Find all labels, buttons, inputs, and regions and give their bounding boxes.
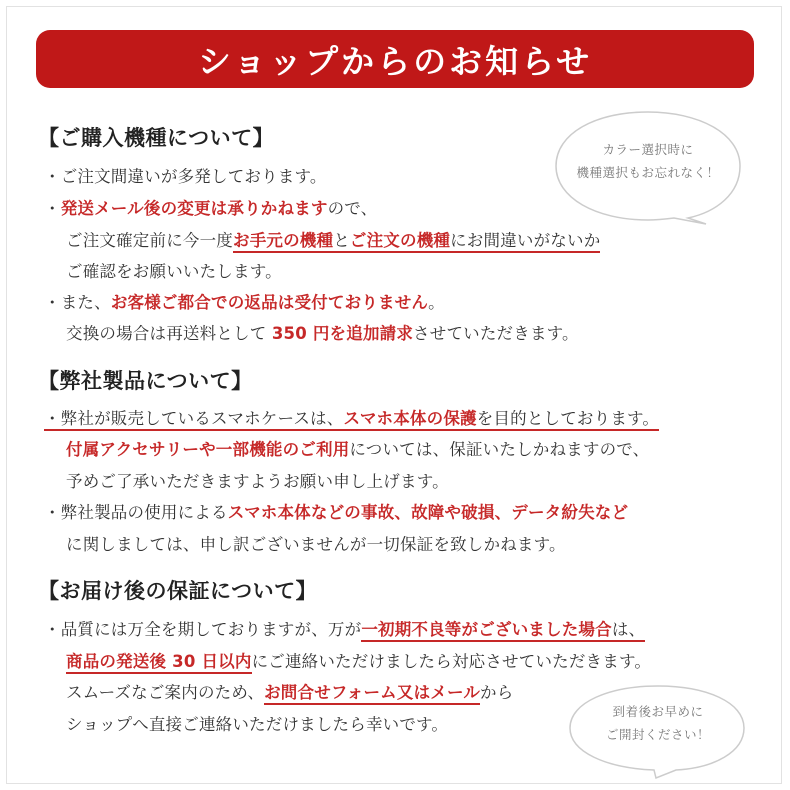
- underlined-text: を目的としております。: [477, 409, 659, 431]
- text: ご注文確定前に今一度: [66, 231, 233, 250]
- highlight-text: 商品の発送後 30 日以内: [66, 652, 252, 674]
- highlight-text: 発送メール後の変更は承りかねます: [60, 199, 328, 218]
- bullet: ・: [44, 199, 61, 218]
- section1-line4: [66, 258, 282, 282]
- text: 。: [428, 293, 445, 312]
- highlight-text: スマホ本体の保護: [343, 409, 476, 431]
- underlined-text: は、: [612, 620, 645, 642]
- section-heading-after-delivery-warranty: 【お届け後の保証について】: [38, 579, 318, 603]
- banner-title: ショップからのお知らせ: [197, 41, 593, 81]
- section2-line2: [66, 436, 649, 460]
- notice-banner: [36, 30, 754, 88]
- bubble-bottom-line1: 到着後お早めに: [612, 704, 704, 719]
- text: に関しましては、申し訳ございませんが一切保証を致しかねます。: [66, 535, 566, 554]
- section2-line1: [44, 405, 659, 429]
- underlined-text: と: [333, 231, 350, 253]
- text: させていただきます。: [413, 324, 579, 343]
- section-heading-purchase-model: 【ご購入機種について】: [38, 126, 275, 150]
- section2-line3: [66, 468, 449, 492]
- highlight-text: お客様ご都合での返品は受付ておりません: [110, 293, 429, 312]
- text: ・また、: [44, 293, 111, 312]
- speech-bubble-top: [548, 108, 748, 228]
- section2-line4: [44, 499, 628, 523]
- text: ショップへ直接ご連絡いただけましたら幸いです。: [66, 715, 449, 734]
- section1-line5: [44, 289, 445, 313]
- underlined-text: にお間違いがないか: [450, 231, 600, 253]
- text: 交換の場合は再送料として: [66, 324, 272, 343]
- highlight-text: ご注文の機種: [350, 231, 450, 253]
- bubble-bottom-line2: ご開封ください！: [605, 727, 710, 742]
- text: ので、: [327, 199, 378, 218]
- underlined-text: ・弊社が販売しているスマホケースは、: [44, 409, 343, 431]
- text: ご確認をお願いいたします。: [66, 262, 282, 281]
- highlight-text: 350 円を追加請求: [271, 324, 414, 343]
- section1-line1: [44, 163, 327, 187]
- section3-line1: [44, 616, 645, 640]
- text: から: [480, 683, 514, 702]
- bubble-top-line2: 機種選択もお忘れなく！: [576, 165, 720, 180]
- bubble-top-line1: カラー選択時に: [602, 142, 694, 157]
- text: スムーズなご案内のため、: [66, 683, 265, 702]
- section2-line5: [66, 531, 566, 555]
- text: ・ご注文間違いが多発しております。: [44, 167, 327, 186]
- text: 予めご了承いただきますようお願い申し上げます。: [66, 472, 449, 491]
- section-heading-our-products: 【弊社製品について】: [38, 369, 253, 393]
- section1-line6: [66, 320, 579, 344]
- highlight-text: お問合せフォーム又はメール: [264, 683, 480, 705]
- text: ・弊社製品の使用による: [44, 503, 228, 522]
- speech-bubble-bottom: [558, 682, 758, 782]
- section3-line3: [66, 679, 513, 703]
- section3-line4: [66, 711, 448, 735]
- section1-line2: [44, 195, 377, 219]
- text: については、保証いたしかねますので、: [349, 440, 650, 459]
- text: にご連絡いただけましたら対応させていただきます。: [251, 652, 652, 671]
- highlight-text: スマホ本体などの事故、故障や破損、データ紛失など: [227, 503, 629, 522]
- highlight-text: 付属アクセサリーや一部機能のご利用: [66, 440, 350, 459]
- section3-line2: [66, 648, 651, 672]
- highlight-text: お手元の機種: [233, 231, 333, 253]
- text: ・品質には万全を期しておりますが、万が: [44, 620, 362, 639]
- section1-line3: [66, 227, 600, 251]
- highlight-text: 一初期不良等がございました場合: [361, 620, 612, 642]
